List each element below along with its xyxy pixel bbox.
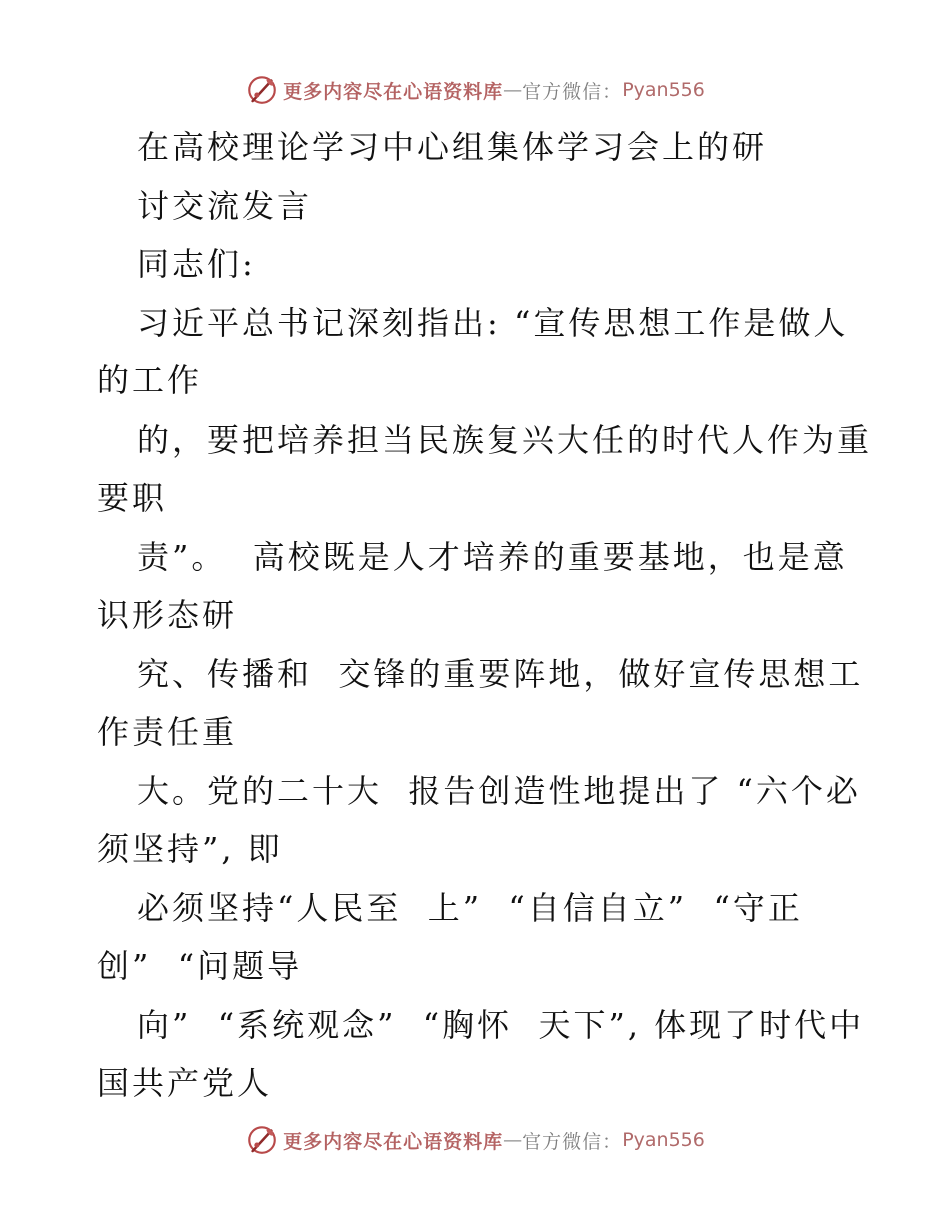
paragraph-line: 向” “系统观念” “胸怀 天下”, 体现了时代中: [137, 1006, 865, 1044]
paragraph-line: 的工作: [97, 361, 203, 399]
paragraph-line: 识形态研: [97, 596, 238, 634]
wechat-id: Pyan556: [622, 1129, 705, 1151]
watermark-dash: —: [503, 1129, 523, 1151]
wechat-label: 官方微信：: [522, 80, 623, 103]
paragraph-line: 要职: [97, 479, 168, 517]
wechat-label: 官方微信：: [522, 1130, 623, 1153]
paragraph-line: 创” “问题导: [97, 947, 303, 985]
footer-watermark-banner: [0, 1120, 950, 1160]
paragraph-line: 作责任重: [97, 713, 238, 751]
header-watermark-banner: [0, 70, 950, 110]
title-line-2: 讨交流发言: [137, 187, 313, 225]
watermark-dash: —: [503, 79, 523, 101]
watermark-text: 更多内容尽在心语资料库: [283, 1130, 504, 1153]
wechat-id: Pyan556: [622, 79, 705, 101]
paragraph-line: 习近平总书记深刻指出: “宣传思想工作是做人: [137, 304, 849, 342]
paragraph-line: 必须坚持“人民至 上” “自信自立” “守正: [137, 889, 803, 927]
paragraph-line: 国共产党人: [97, 1064, 273, 1102]
quill-seal-logo-icon: [245, 73, 279, 107]
paragraph-line: 的，要把培养担当民族复兴大任的时代人作为重: [137, 421, 873, 459]
paragraph-line: 究、传播和 交锋的重要阵地，做好宣传思想工: [137, 655, 864, 693]
paragraph-line: 须坚持”, 即: [97, 830, 283, 868]
paragraph-line: 责”。 高校既是人才培养的重要基地，也是意: [137, 538, 848, 576]
quill-seal-logo-icon: [245, 1123, 279, 1157]
paragraph-line: 大。党的二十大 报告创造性地提出了 “六个必: [137, 772, 861, 810]
title-line-1: 在高校理论学习中心组集体学习会上的研: [137, 128, 768, 166]
salutation: 同志们:: [137, 245, 256, 283]
watermark-text: 更多内容尽在心语资料库: [283, 80, 504, 103]
